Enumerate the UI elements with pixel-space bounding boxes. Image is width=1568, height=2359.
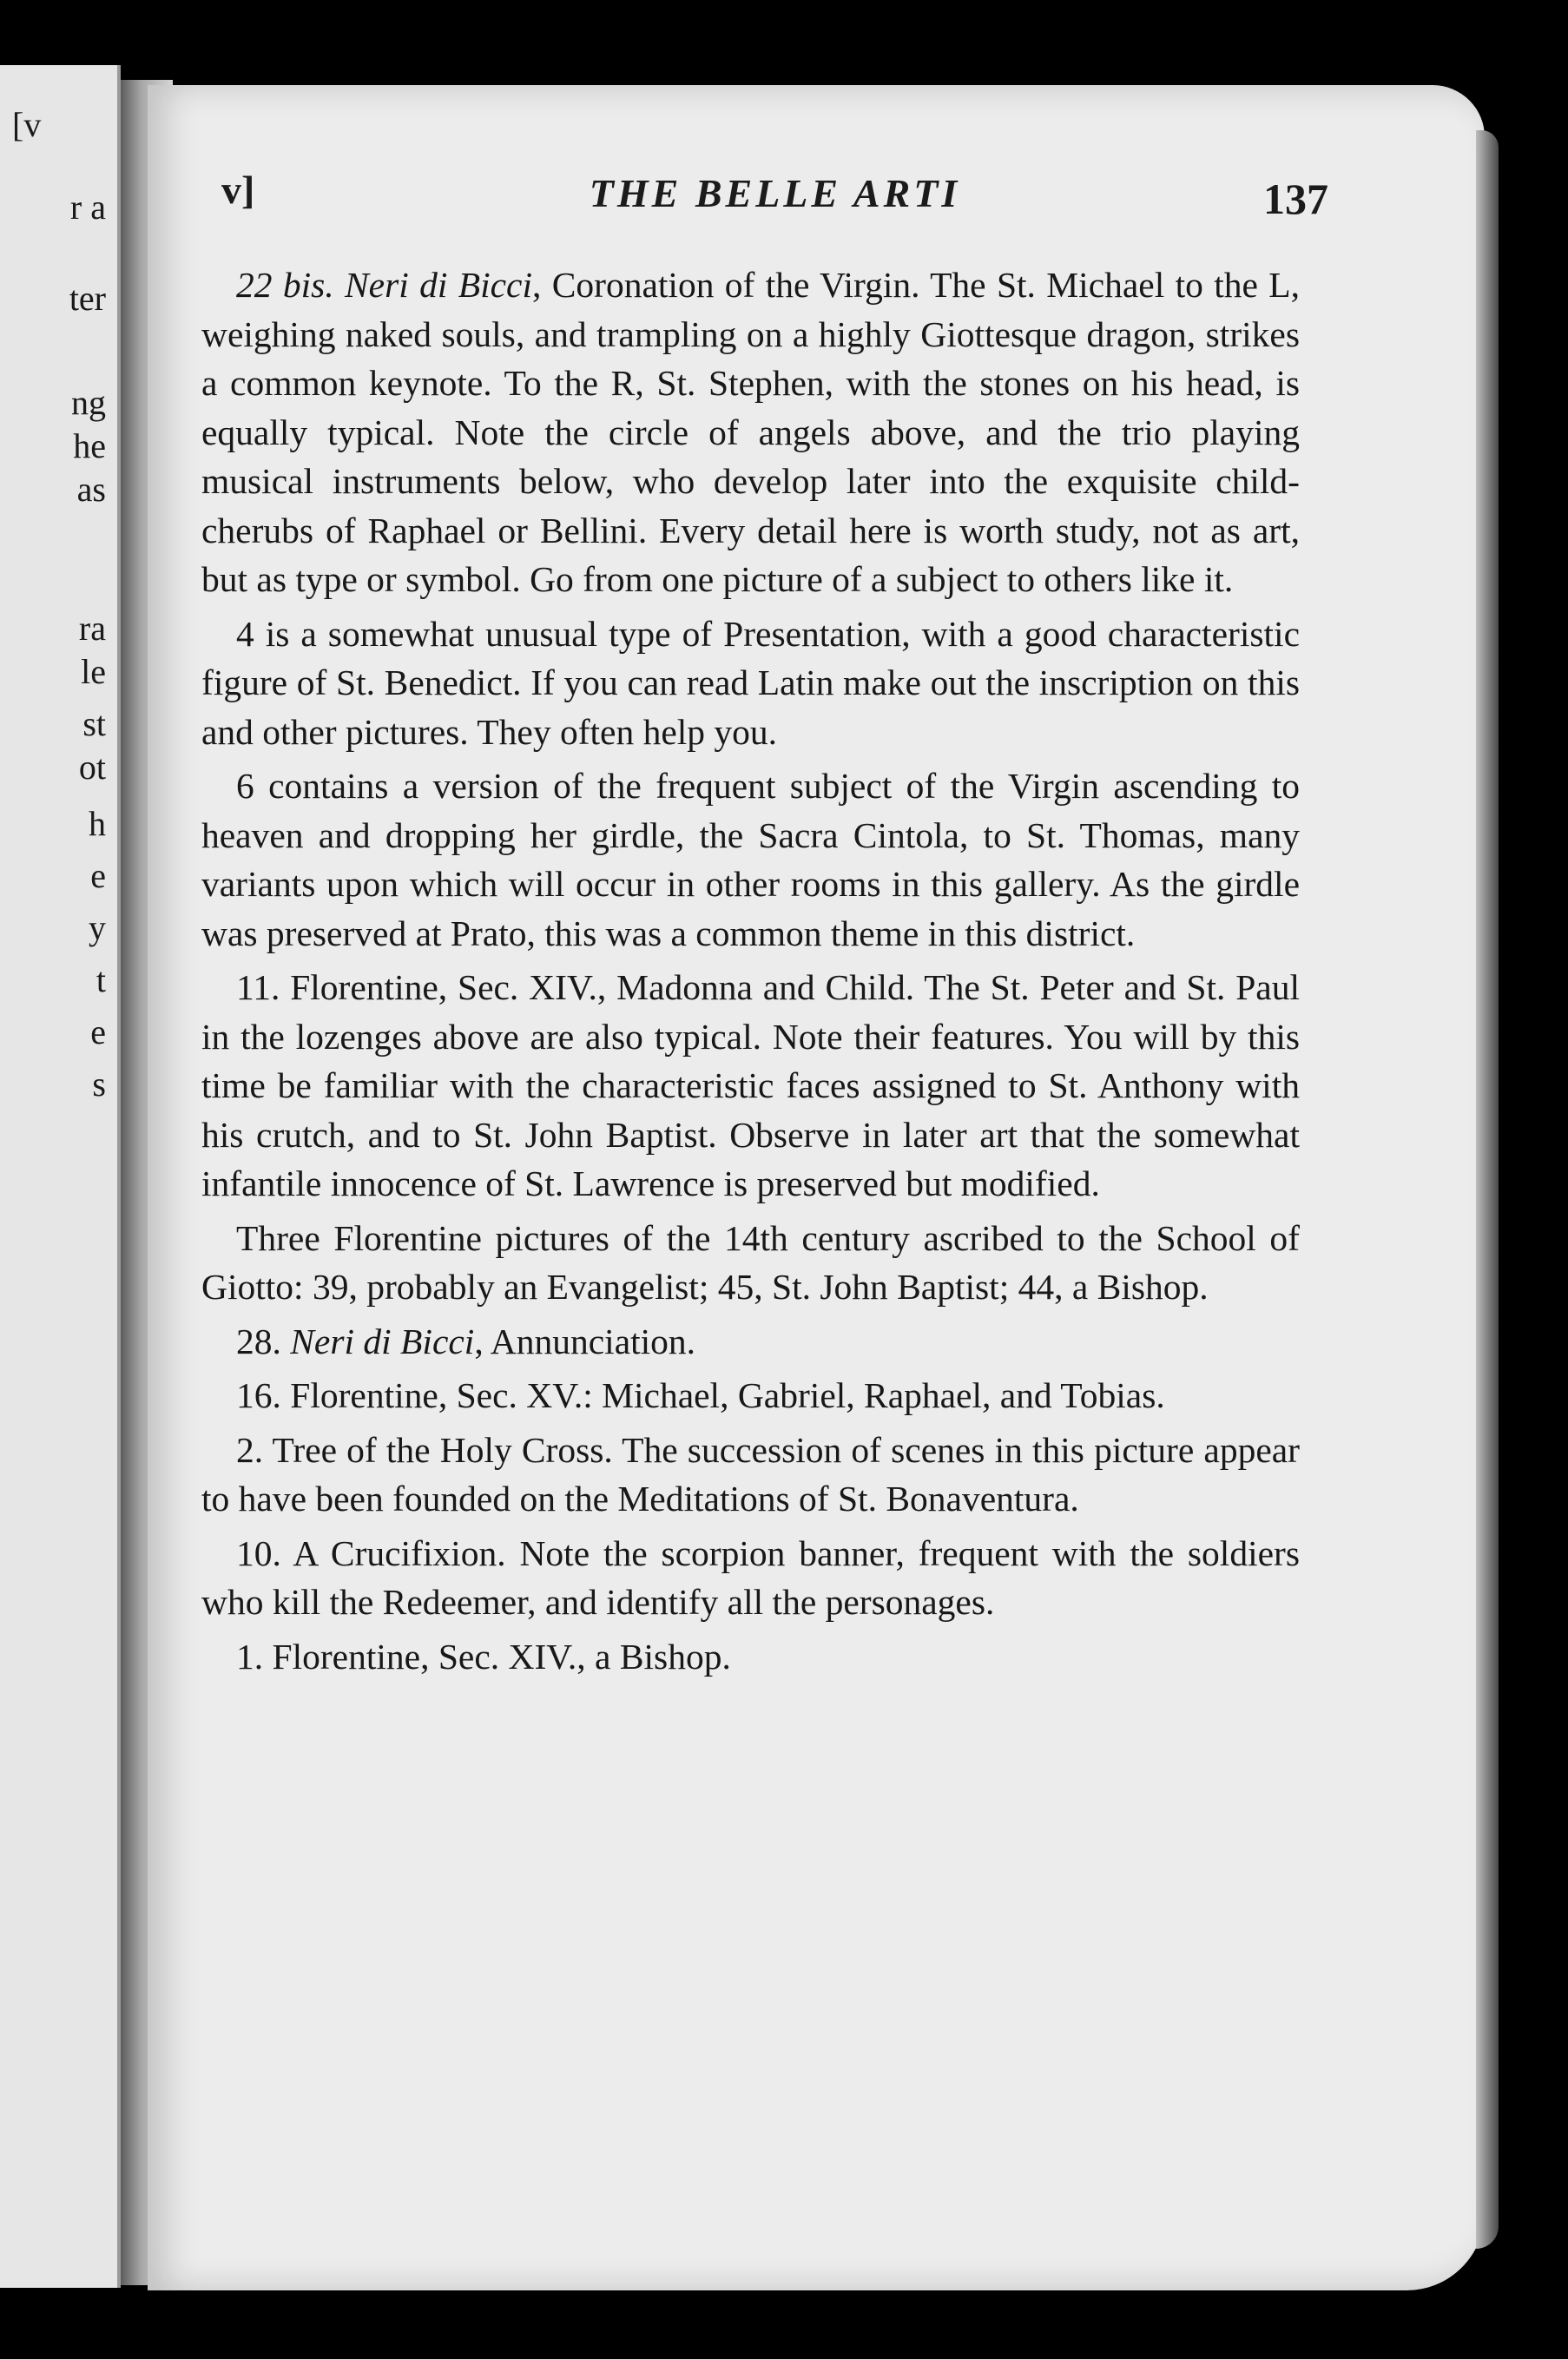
left-page-fragment: ter (69, 279, 106, 318)
body-text (201, 260, 1300, 1686)
text-run: , Coronation of the Virgin. The St. Michael to the L, weighing naked souls, and trampling on a highly Giottesque dragon, strikes a common keynote. To the R, St. Stephen, with the stones on his head, is equally typical. Note the circle of angels above, and the trio playing musical instruments below, who develop later into the exquisite child-cherubs of Raphael or Bellini. Every detail here is worth study, not as art, but as type or symbol. Go from one picture of a subject to others like it. (201, 265, 1300, 599)
text-run: 11. Florentine, Sec. XIV., Madonna and Child. The St. Peter and St. Paul in the lozenges above are also typical. Note their features. You will by this time be familiar with the characteristic faces assigned to St. Anthony with his crutch, and to St. John Baptist. Observe in later art that the somewhat infantile innocence of St. Lawrence is preserved but modified. (201, 967, 1300, 1203)
text-run: 6 contains a version of the frequent subject of the Virgin ascending to heaven and dropping her girdle, the Sacra Cintola, to St. Thomas, many variants upon which will occur in other rooms in this gallery. As the girdle was preserved at Prato, this was a common theme in this district. (201, 766, 1300, 953)
para-10 (201, 1529, 1300, 1627)
text-run: 22 bis. Neri di Bicci (236, 265, 532, 305)
left-page-fragment: [v (12, 105, 42, 144)
left-page-fragment: t (96, 960, 106, 999)
left-page-fragment: y (89, 908, 106, 947)
left-page-fragment: as (76, 470, 106, 509)
left-page-fragment: e (90, 1012, 106, 1051)
text-run: 16. Florentine, Sec. XV.: Michael, Gabriel, Raphael, and Tobias. (236, 1375, 1165, 1415)
left-page-fragment: le (81, 652, 106, 691)
text-run: Neri di Bicci (290, 1321, 475, 1361)
running-title: THE BELLE ARTI (589, 171, 961, 215)
running-header (221, 167, 1328, 236)
para-4 (201, 610, 1300, 757)
section-number: v] (221, 168, 255, 212)
para-22bis (201, 260, 1300, 604)
text-run: 2. Tree of the Holy Cross. The succession of scenes in this picture appear to have been founded on the Meditations of St. Bonaventura. (201, 1429, 1300, 1519)
text-run: Three Florentine pictures of the 14th century ascribed to the School of Giotto: 39, probably an Evangelist; 45, St. John Baptist; 44, a Bishop. (201, 1217, 1300, 1307)
para-16 (201, 1371, 1300, 1420)
left-page-fragment: ra (78, 609, 106, 648)
para-1 (201, 1632, 1300, 1682)
para-28 (201, 1317, 1300, 1367)
text-run: 1. Florentine, Sec. XIV., a Bishop. (236, 1636, 731, 1677)
para-three-florentine (201, 1214, 1300, 1312)
left-page-fragment: h (89, 804, 106, 843)
left-page-fragment: he (73, 426, 106, 465)
left-page-fragment: ng (71, 383, 106, 422)
left-page-fragment: ot (78, 748, 106, 787)
left-page-fragment: s (92, 1064, 106, 1104)
para-6 (201, 761, 1300, 958)
text-run: 10. A Crucifixion. Note the scorpion banner, frequent with the soldiers who kill the Redeemer, and identify all the personages. (201, 1532, 1300, 1622)
para-11 (201, 963, 1300, 1209)
text-run: 28. (236, 1321, 291, 1361)
para-2 (201, 1426, 1300, 1524)
page-number: 137 (1263, 175, 1328, 223)
left-page-fragment: e (90, 856, 106, 895)
left-page-fragment: r a (69, 188, 106, 227)
text-run: , Annunciation. (474, 1321, 696, 1361)
left-page-fragment: st (82, 704, 106, 743)
page-edge-shadow (1476, 130, 1499, 2249)
text-run: 4 is a somewhat unusual type of Presentation, with a good characteristic figure of St. Benedict. If you can read Latin make out the inscription on this and other pictures. They often help you. (201, 613, 1300, 752)
left-page-edge (0, 65, 121, 2288)
